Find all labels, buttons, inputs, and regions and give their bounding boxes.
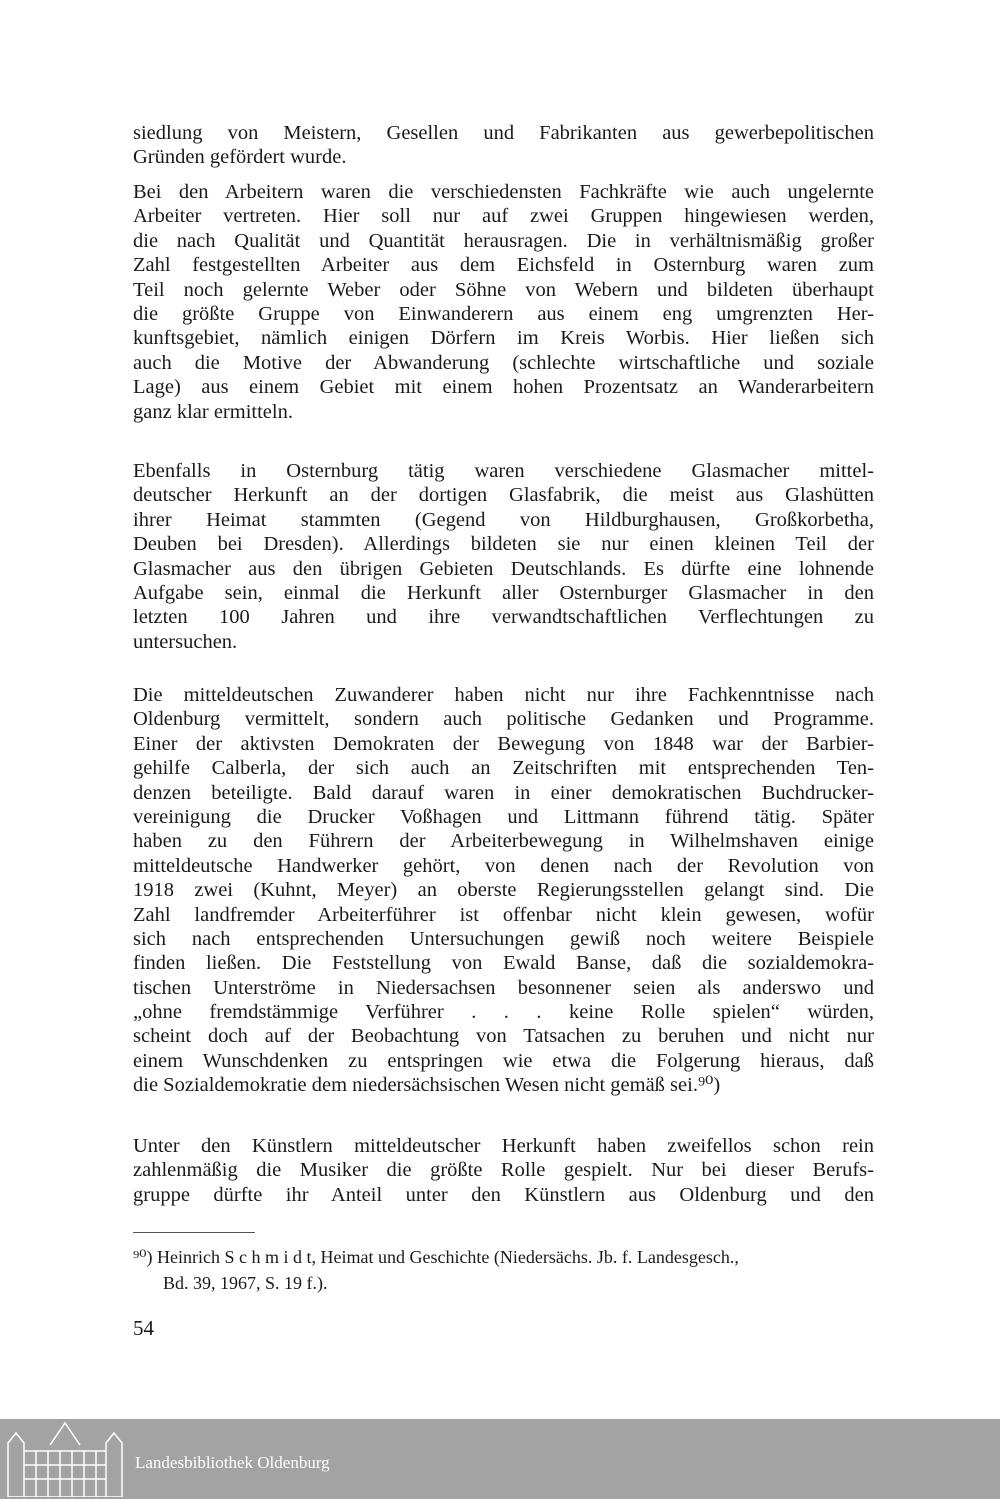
- text-line: kunftsgebiet, nämlich einigen Dörfern im Kreis Worbis. Hier ließen sich: [133, 327, 874, 350]
- paragraph: [133, 121, 874, 170]
- text-line: mitteldeutsche Handwerker gehört, von denen nach der Revolution von: [133, 854, 874, 877]
- footnote-line: Bd. 39, 1967, S. 19 f.).: [163, 1273, 328, 1293]
- text-line: Zahl festgestellten Arbeiter aus dem Eichsfeld in Osternburg waren zum: [133, 254, 874, 277]
- footnote: [133, 1244, 874, 1296]
- text-line: Gründen gefördert wurde.: [133, 146, 347, 169]
- text-line: untersuchen.: [133, 630, 238, 653]
- text-line: Die mitteldeutschen Zuwanderer haben nicht nur ihre Fachkenntnisse nach: [133, 684, 874, 706]
- text-line: haben zu den Führern der Arbeiterbewegung in Wilhelmshaven einige: [133, 830, 874, 853]
- library-footer-bar: [0, 1419, 1000, 1499]
- footnote-divider: [133, 1232, 255, 1233]
- footnote-line: Heinrich S c h m i d t, Heimat und Geschichte (Niedersächs. Jb. f. Landesgesch.,: [157, 1247, 739, 1267]
- text-line: Einer der aktivsten Demokraten der Bewegung von 1848 war der Barbier-: [133, 732, 874, 755]
- text-line: Ebenfalls in Osternburg tätig waren verschiedene Glasmacher mittel-: [133, 460, 874, 482]
- text-line: gruppe dürfte ihr Anteil unter den Künstlern aus Oldenburg und den: [133, 1183, 874, 1206]
- paragraph: [133, 1134, 874, 1207]
- text-line: Aufgabe sein, einmal die Herkunft aller Osternburger Glasmacher in den: [133, 581, 874, 604]
- text-line: Deuben bei Dresden). Allerdings bildeten sie nur einen kleinen Teil der: [133, 533, 874, 556]
- text-line: Glasmacher aus den übrigen Gebieten Deutschlands. Es dürfte eine lohnende: [133, 557, 874, 580]
- text-line: „ohne fremdstämmige Verführer . . . keine Rolle spielen“ würden,: [133, 1001, 874, 1024]
- text-line: finden ließen. Die Feststellung von Ewald Banse, daß die sozialdemokra-: [133, 952, 874, 975]
- text-line: deutscher Herkunft an der dortigen Glasfabrik, die meist aus Glashütten: [133, 484, 874, 507]
- text-line: ganz klar ermitteln.: [133, 400, 293, 423]
- paragraph: [133, 459, 874, 654]
- text-line: tischen Unterströme in Niedersachsen besonnener seien als anderswo und: [133, 976, 874, 999]
- text-line: Unter den Künstlern mitteldeutscher Herkunft haben zweifellos schon rein: [133, 1135, 874, 1157]
- text-line: 1918 zwei (Kuhnt, Meyer) an oberste Regierungsstellen gelangt sind. Die: [133, 879, 874, 902]
- text-line: Zahl landfremder Arbeiterführer ist offenbar nicht klein gewesen, wofür: [133, 903, 874, 926]
- library-name: Landesbibliothek Oldenburg: [135, 1453, 330, 1472]
- text-line: einem Wunschdenken zu entspringen wie etwa die Folgerung hieraus, daß: [133, 1049, 874, 1072]
- text-line: Teil noch gelernte Weber oder Söhne von Webern und bildeten überhaupt: [133, 278, 874, 301]
- text-line: gehilfe Calberla, der sich auch an Zeitschriften mit entsprechenden Ten-: [133, 757, 874, 780]
- text-line: die nach Qualität und Quantität herausragen. Die in verhältnismäßig großer: [133, 229, 874, 252]
- footnote-marker: ⁹⁰): [133, 1247, 153, 1267]
- text-line: denzen beteiligte. Bald darauf waren in einer demokratischen Buchdrucker-: [133, 781, 874, 804]
- paragraph: [133, 683, 874, 1098]
- text-line: auch die Motive der Abwanderung (schlechte wirtschaftliche und soziale: [133, 351, 874, 374]
- text-line: Lage) aus einem Gebiet mit einem hohen Prozentsatz an Wanderarbeitern: [133, 376, 874, 399]
- text-line: Oldenburg vermittelt, sondern auch politische Gedanken und Programme.: [133, 708, 874, 731]
- paragraph: [133, 180, 874, 424]
- text-line: sich nach entsprechenden Untersuchungen gewiß noch weitere Beispiele: [133, 927, 874, 950]
- text-line: scheint doch auf der Beobachtung von Tatsachen zu beruhen und nicht nur: [133, 1025, 874, 1048]
- text-line: Arbeiter vertreten. Hier soll nur auf zwei Gruppen hingewiesen werden,: [133, 205, 874, 228]
- text-line: letzten 100 Jahren und ihre verwandtschaftlichen Verflechtungen zu: [133, 606, 874, 629]
- text-line: zahlenmäßig die Musiker die größte Rolle gespielt. Nur bei dieser Berufs-: [133, 1159, 874, 1182]
- library-building-logo-icon: [6, 1421, 124, 1497]
- text-line: die größte Gruppe von Einwanderern aus einem eng umgrenzten Her-: [133, 302, 874, 325]
- text-line: die Sozialdemokratie dem niedersächsischen Wesen nicht gemäß sei.⁹⁰): [133, 1074, 721, 1097]
- page-number: 54: [133, 1316, 154, 1340]
- text-line: Bei den Arbeitern waren die verschiedensten Fachkräfte wie auch ungelernte: [133, 181, 874, 203]
- text-line: vereinigung die Drucker Voßhagen und Littmann führend tätig. Später: [133, 805, 874, 828]
- text-line: siedlung von Meistern, Gesellen und Fabrikanten aus gewerbepolitischen: [133, 122, 874, 144]
- text-line: ihrer Heimat stammten (Gegend von Hildburghausen, Großkorbetha,: [133, 508, 874, 531]
